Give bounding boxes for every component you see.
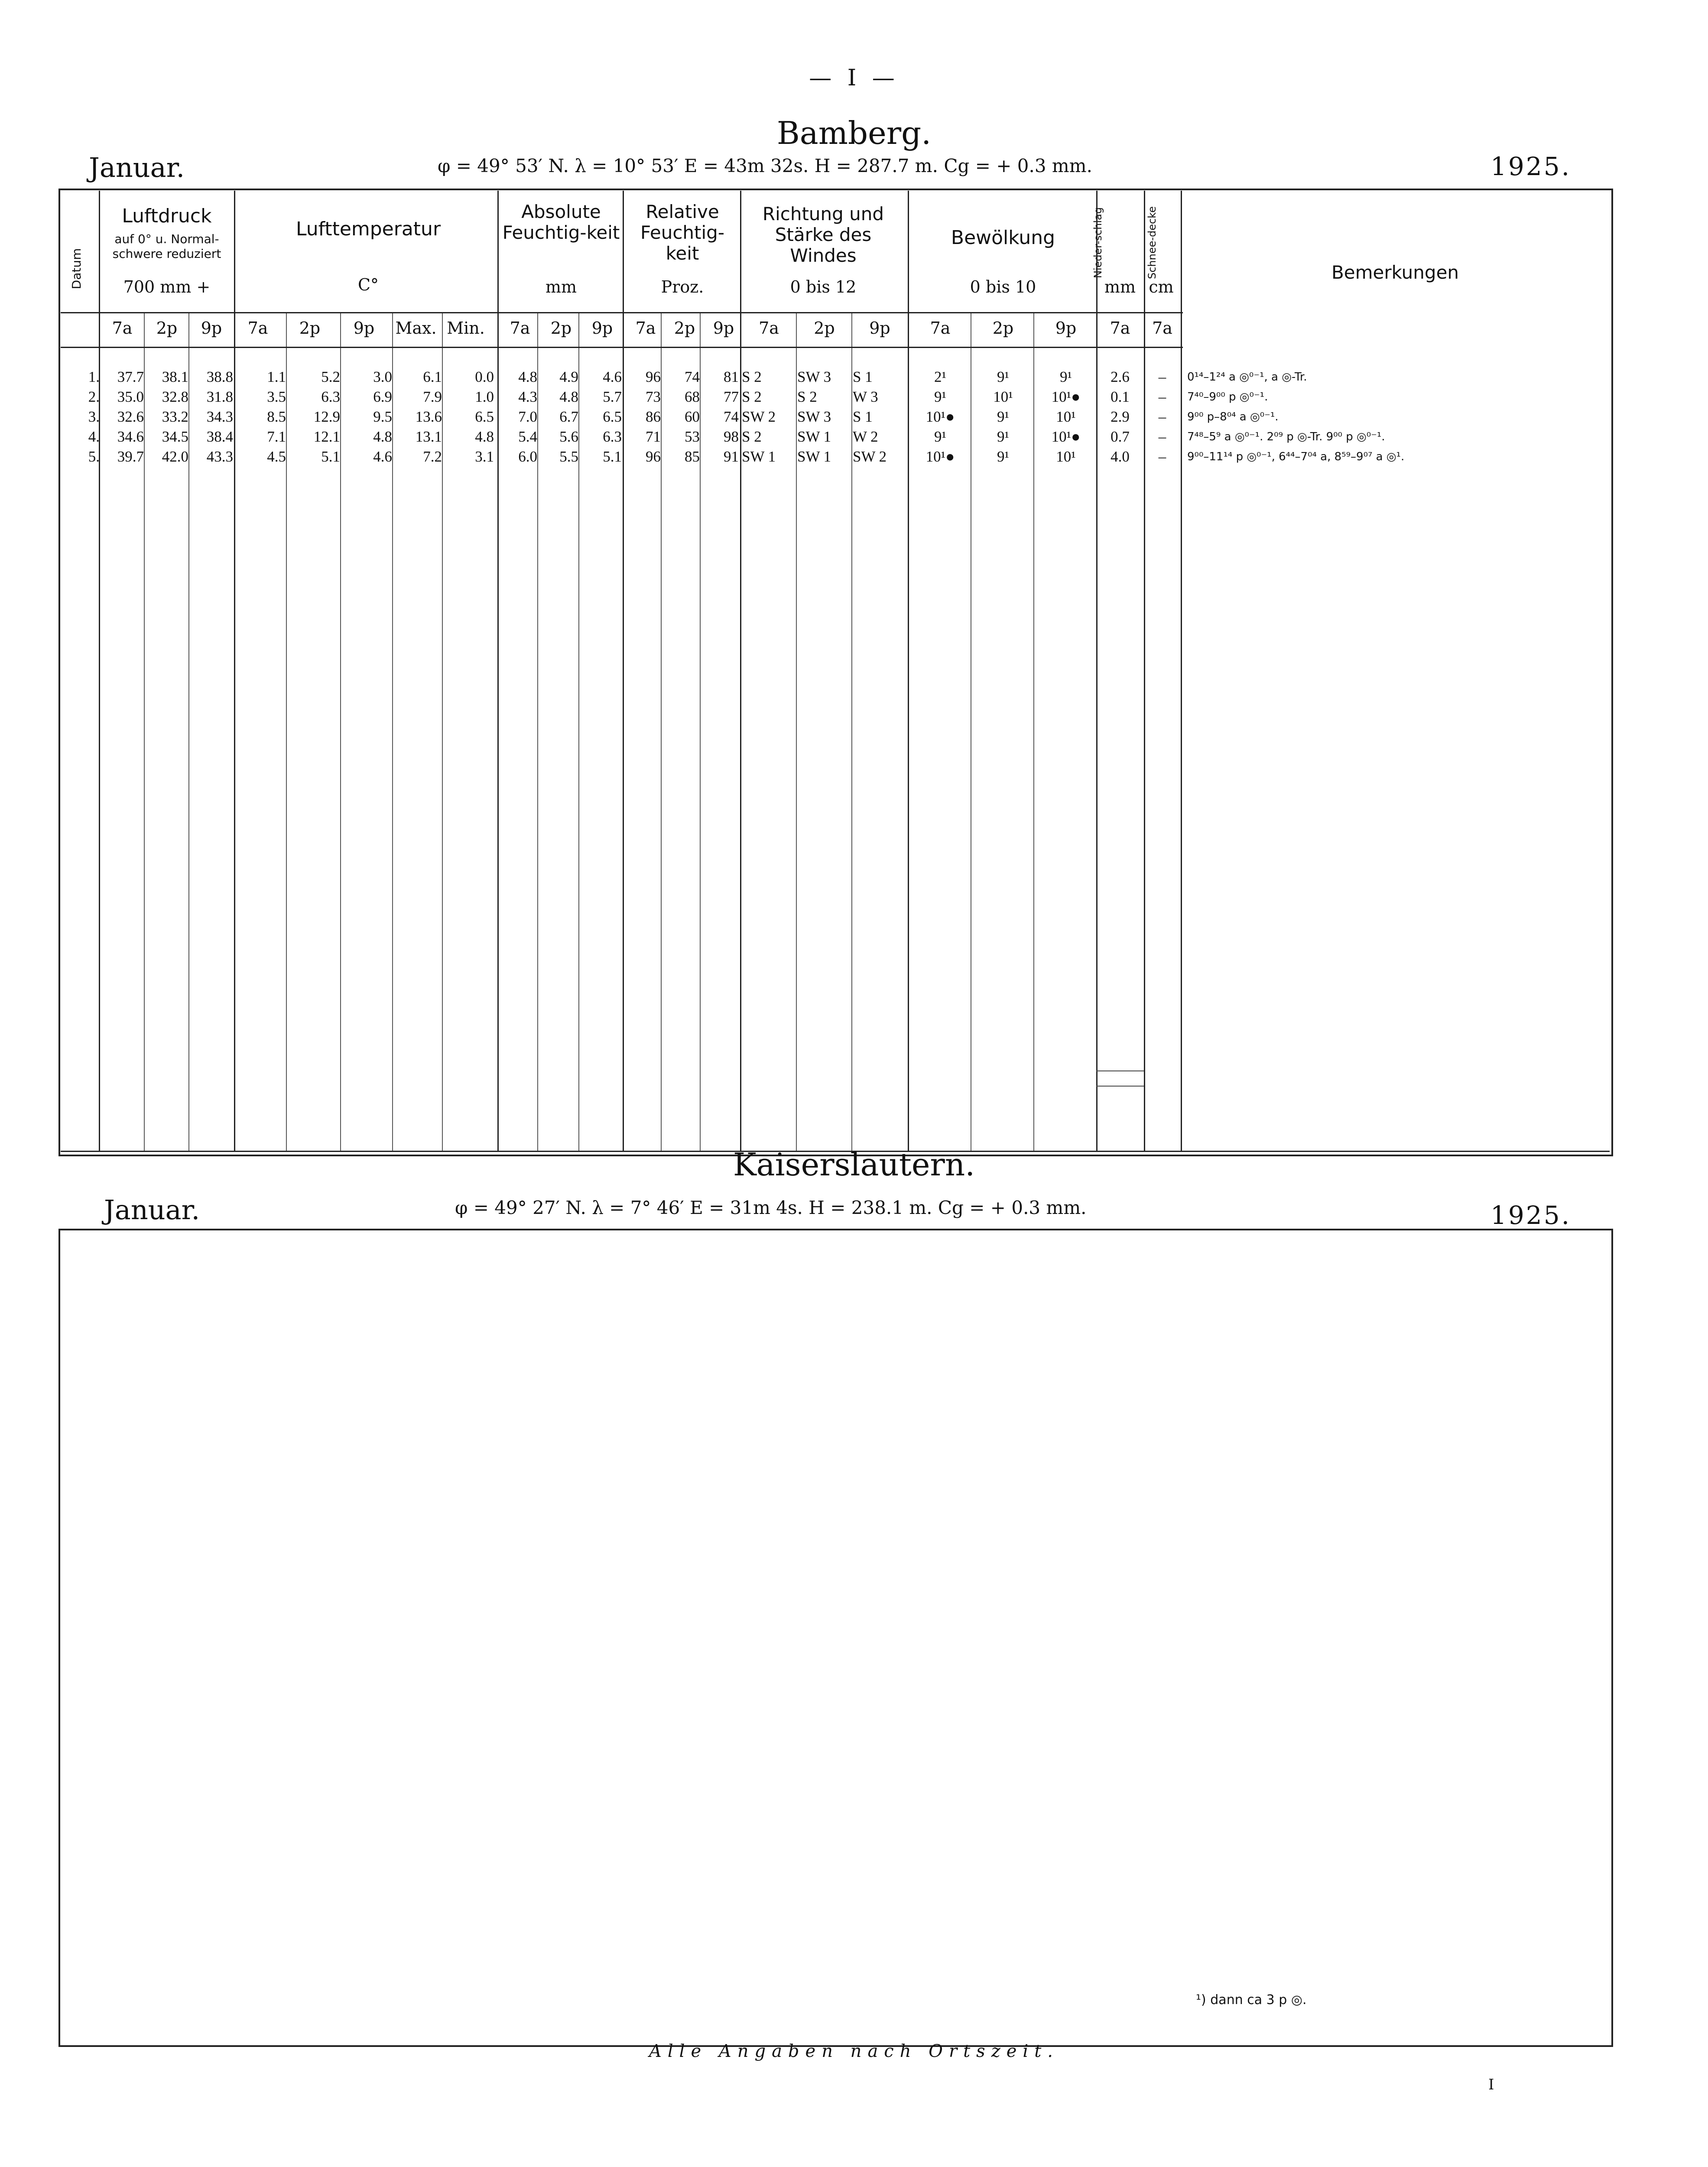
value-cell: 33.2 bbox=[162, 408, 188, 425]
subcolumn-divider bbox=[392, 312, 393, 1151]
value-cell: SW 2 bbox=[742, 408, 776, 425]
footer-note: Alle Angaben nach Ortszeit. bbox=[649, 2041, 1059, 2061]
table-frame-kaiserslautern bbox=[58, 1229, 1613, 2047]
remark-cell: 7⁴⁸–5⁹ a ◎⁰⁻¹. 2⁰⁹ p ◎-Tr. 9⁰⁰ p ◎⁰⁻¹. bbox=[1187, 430, 1385, 443]
value-cell: 3.5 bbox=[267, 388, 286, 405]
value-cell: 71 bbox=[646, 428, 661, 445]
value-cell: 4.6 bbox=[373, 448, 392, 465]
value-cell: 73 bbox=[646, 388, 661, 405]
value-cell: 6.5 bbox=[603, 408, 622, 425]
column-divider bbox=[1096, 191, 1098, 1151]
value-cell: 0.7 bbox=[1111, 428, 1130, 445]
subcolumn-divider bbox=[1033, 312, 1034, 1151]
subheader-time: 2p bbox=[992, 319, 1014, 338]
subheader-time: 7a bbox=[510, 319, 530, 338]
value-cell: 68 bbox=[685, 388, 700, 405]
value-cell: 1.0 bbox=[475, 388, 494, 405]
value-cell: 35.0 bbox=[117, 388, 144, 405]
page-end-mark: I bbox=[1488, 2076, 1494, 2093]
value-cell: 53 bbox=[685, 428, 700, 445]
value-cell: 9.5 bbox=[373, 408, 392, 425]
value-cell: 3.0 bbox=[373, 368, 392, 385]
value-cell: – bbox=[1158, 448, 1166, 465]
value-cell: SW 1 bbox=[797, 448, 831, 465]
month-label-kaiserslautern: Januar. bbox=[104, 1194, 200, 1226]
value-cell: 12.9 bbox=[313, 408, 340, 425]
header-bewoelkung-unit: 0 bis 10 bbox=[970, 277, 1036, 296]
value-cell: 6.0 bbox=[518, 448, 537, 465]
year-label-kaiserslautern: 1925. bbox=[1490, 1201, 1572, 1230]
subcolumn-divider bbox=[286, 312, 287, 1151]
value-cell: – bbox=[1158, 408, 1166, 425]
header-absolute-feuchtigkeit-unit: mm bbox=[545, 277, 577, 296]
value-cell: 96 bbox=[646, 368, 661, 385]
value-cell: 9¹ bbox=[997, 448, 1009, 465]
value-cell: 10¹● bbox=[925, 448, 955, 465]
header-luftdruck: Luftdruck bbox=[122, 205, 212, 227]
remark-cell: 7⁴⁰–9⁰⁰ p ◎⁰⁻¹. bbox=[1187, 390, 1268, 403]
value-cell: SW 1 bbox=[797, 428, 831, 445]
header-wind-unit: 0 bis 12 bbox=[790, 277, 857, 296]
value-cell: 5.5 bbox=[559, 448, 578, 465]
subheader-time: Max. bbox=[395, 319, 437, 338]
value-cell: 91 bbox=[724, 448, 739, 465]
subcolumn-divider bbox=[700, 312, 701, 1151]
value-cell: 5.2 bbox=[321, 368, 340, 385]
value-cell: 9¹ bbox=[997, 408, 1009, 425]
value-cell: 5.1 bbox=[321, 448, 340, 465]
header-lufttemperatur: Lufttemperatur bbox=[295, 218, 441, 240]
station-coordinates-bamberg: φ = 49° 53′ N. λ = 10° 53′ E = 43m 32s. H = 287.7 m. Cg = + 0.3 mm. bbox=[438, 155, 1092, 176]
value-cell: 7.2 bbox=[423, 448, 442, 465]
value-cell: W 3 bbox=[853, 388, 878, 405]
station-title-bamberg: Bamberg. bbox=[776, 115, 932, 151]
header-schneedecke: Schnee-decke bbox=[1146, 206, 1158, 280]
value-cell: 6.3 bbox=[321, 388, 340, 405]
value-cell: 7.9 bbox=[423, 388, 442, 405]
header-rule bbox=[61, 347, 1183, 348]
column-divider bbox=[1181, 191, 1182, 1151]
value-cell: 9¹ bbox=[997, 428, 1009, 445]
sum-rule bbox=[1096, 1086, 1144, 1087]
month-label-bamberg: Januar. bbox=[89, 152, 185, 183]
subheader-time: 2p bbox=[550, 319, 572, 338]
station-coordinates-kaiserslautern: φ = 49° 27′ N. λ = 7° 46′ E = 31m 4s. H = 238.1 m. Cg = + 0.3 mm. bbox=[455, 1197, 1087, 1218]
year-label-bamberg: 1925. bbox=[1490, 152, 1572, 181]
column-divider bbox=[623, 191, 624, 1151]
header-relative-feuchtigkeit: Relative Feuchtig-keit bbox=[640, 201, 724, 264]
value-cell: S 2 bbox=[742, 428, 762, 445]
value-cell: 6.5 bbox=[475, 408, 494, 425]
header-luftdruck-sub: auf 0° u. Normal-schwere reduziert bbox=[112, 232, 221, 261]
header-relative-feuchtigkeit-unit: Proz. bbox=[661, 277, 704, 296]
value-cell: 12.1 bbox=[313, 428, 340, 445]
value-cell: 10¹● bbox=[1051, 428, 1081, 445]
value-cell: 10¹ bbox=[1056, 408, 1076, 425]
column-divider bbox=[1144, 191, 1145, 1151]
value-cell: 38.4 bbox=[206, 428, 233, 445]
value-cell: SW 3 bbox=[797, 368, 831, 385]
header-datum: Datum bbox=[69, 248, 84, 290]
page-number: — I — bbox=[809, 65, 899, 91]
value-cell: 2¹ bbox=[934, 368, 946, 385]
value-cell: 6.3 bbox=[603, 428, 622, 445]
value-cell: 4.8 bbox=[559, 388, 578, 405]
column-divider bbox=[497, 191, 499, 1151]
value-cell: 9¹ bbox=[934, 388, 946, 405]
header-bemerkungen: Bemerkungen bbox=[1331, 262, 1459, 283]
value-cell: 32.6 bbox=[117, 408, 144, 425]
value-cell: SW 2 bbox=[853, 448, 887, 465]
value-cell: 3.1 bbox=[475, 448, 494, 465]
column-divider bbox=[908, 191, 909, 1151]
header-lufttemperatur-unit: C° bbox=[357, 275, 379, 294]
value-cell: 74 bbox=[685, 368, 700, 385]
subcolumn-divider bbox=[661, 312, 662, 1151]
value-cell: 34.3 bbox=[206, 408, 233, 425]
value-cell: – bbox=[1158, 388, 1166, 405]
value-cell: 10¹● bbox=[925, 408, 955, 425]
value-cell: 6.7 bbox=[559, 408, 578, 425]
subheader-time: 7a bbox=[930, 319, 951, 338]
subheader-time: 7a bbox=[1152, 319, 1172, 338]
subheader-time: 7a bbox=[1110, 319, 1130, 338]
value-cell: – bbox=[1158, 368, 1166, 385]
value-cell: 5.1 bbox=[603, 448, 622, 465]
value-cell: 7.1 bbox=[267, 428, 286, 445]
subheader-time: 9p bbox=[713, 319, 734, 338]
value-cell: 7.0 bbox=[518, 408, 537, 425]
value-cell: – bbox=[1158, 428, 1166, 445]
value-cell: 8.5 bbox=[267, 408, 286, 425]
value-cell: 32.8 bbox=[162, 388, 188, 405]
column-divider bbox=[99, 191, 100, 1151]
header-schneedecke-unit: cm bbox=[1149, 277, 1174, 296]
value-cell: 39.7 bbox=[117, 448, 144, 465]
value-cell: 34.6 bbox=[117, 428, 144, 445]
header-rule bbox=[61, 312, 1183, 313]
date-cell: 1. bbox=[88, 368, 100, 385]
value-cell: 6.1 bbox=[423, 368, 442, 385]
value-cell: S 1 bbox=[853, 408, 873, 425]
value-cell: 4.8 bbox=[373, 428, 392, 445]
value-cell: 9¹ bbox=[997, 368, 1009, 385]
column-divider bbox=[740, 191, 741, 1151]
value-cell: 5.6 bbox=[559, 428, 578, 445]
value-cell: 1.1 bbox=[267, 368, 286, 385]
subheader-time: 7a bbox=[635, 319, 656, 338]
subcolumn-divider bbox=[851, 312, 852, 1151]
subcolumn-divider bbox=[340, 312, 341, 1151]
subcolumn-divider bbox=[442, 312, 443, 1151]
value-cell: 77 bbox=[724, 388, 739, 405]
value-cell: 9¹ bbox=[1060, 368, 1072, 385]
subheader-time: 2p bbox=[299, 319, 321, 338]
subheader-time: 9p bbox=[1055, 319, 1077, 338]
value-cell: 2.6 bbox=[1111, 368, 1130, 385]
remark-cell: 0¹⁴–1²⁴ a ◎⁰⁻¹, a ◎-Tr. bbox=[1187, 371, 1307, 384]
value-cell: 10¹ bbox=[1056, 448, 1076, 465]
header-niederschlag: Nieder-schlag bbox=[1092, 207, 1104, 278]
value-cell: 4.6 bbox=[603, 368, 622, 385]
subheader-time: 7a bbox=[112, 319, 133, 338]
header-luftdruck-unit: 700 mm + bbox=[123, 277, 211, 296]
value-cell: 13.1 bbox=[415, 428, 442, 445]
value-cell: S 2 bbox=[797, 388, 817, 405]
subheader-time: 2p bbox=[156, 319, 178, 338]
value-cell: 0.0 bbox=[475, 368, 494, 385]
header-absolute-feuchtigkeit: Absolute Feuchtig-keit bbox=[502, 201, 620, 243]
value-cell: 13.6 bbox=[415, 408, 442, 425]
value-cell: 10¹● bbox=[1051, 388, 1081, 405]
value-cell: 10¹ bbox=[993, 388, 1013, 405]
subheader-time: 7a bbox=[247, 319, 268, 338]
header-wind: Richtung und Stärke des Windes bbox=[762, 203, 884, 266]
header-bewoelkung: Bewölkung bbox=[951, 227, 1055, 249]
value-cell: 6.9 bbox=[373, 388, 392, 405]
subcolumn-divider bbox=[537, 312, 538, 1151]
header-niederschlag-unit: mm bbox=[1104, 277, 1136, 296]
value-cell: 4.0 bbox=[1111, 448, 1130, 465]
station-title-kaiserslautern: Kaiserslautern. bbox=[733, 1146, 975, 1183]
remark-cell: 9⁰⁰–11¹⁴ p ◎⁰⁻¹, 6⁴⁴–7⁰⁴ a, 8⁵⁹–9⁰⁷ a ◎¹. bbox=[1187, 450, 1405, 463]
subheader-time: 9p bbox=[353, 319, 375, 338]
date-cell: 3. bbox=[88, 408, 100, 425]
footnote-kaiserslautern: ¹) dann ca 3 p ◎. bbox=[1196, 1992, 1307, 2008]
subcolumn-divider bbox=[796, 312, 797, 1151]
value-cell: 4.8 bbox=[518, 368, 537, 385]
value-cell: SW 1 bbox=[742, 448, 776, 465]
value-cell: 5.4 bbox=[518, 428, 537, 445]
date-cell: 4. bbox=[88, 428, 100, 445]
value-cell: 96 bbox=[646, 448, 661, 465]
remark-cell: 9⁰⁰ p–8⁰⁴ a ◎⁰⁻¹. bbox=[1187, 410, 1279, 423]
subheader-time: 2p bbox=[814, 319, 835, 338]
value-cell: 98 bbox=[724, 428, 739, 445]
value-cell: 60 bbox=[685, 408, 700, 425]
value-cell: S 2 bbox=[742, 368, 762, 385]
value-cell: 4.8 bbox=[475, 428, 494, 445]
subheader-time: 9p bbox=[201, 319, 222, 338]
subheader-time: 9p bbox=[869, 319, 890, 338]
date-cell: 2. bbox=[88, 388, 100, 405]
value-cell: S 1 bbox=[853, 368, 873, 385]
value-cell: 4.5 bbox=[267, 448, 286, 465]
subcolumn-divider bbox=[144, 312, 145, 1151]
value-cell: 2.9 bbox=[1111, 408, 1130, 425]
value-cell: 4.3 bbox=[518, 388, 537, 405]
value-cell: SW 3 bbox=[797, 408, 831, 425]
subheader-time: 2p bbox=[674, 319, 695, 338]
value-cell: 85 bbox=[685, 448, 700, 465]
subcolumn-divider bbox=[188, 312, 189, 1151]
subheader-time: Min. bbox=[447, 319, 485, 338]
date-cell: 5. bbox=[88, 448, 100, 465]
value-cell: 37.7 bbox=[117, 368, 144, 385]
value-cell: 9¹ bbox=[934, 428, 946, 445]
value-cell: 81 bbox=[724, 368, 739, 385]
value-cell: 31.8 bbox=[206, 388, 233, 405]
value-cell: W 2 bbox=[853, 428, 878, 445]
sum-rule bbox=[1096, 1070, 1144, 1071]
column-divider bbox=[234, 191, 235, 1151]
subcolumn-divider bbox=[578, 312, 579, 1151]
value-cell: 86 bbox=[646, 408, 661, 425]
value-cell: 38.8 bbox=[206, 368, 233, 385]
subheader-time: 7a bbox=[759, 319, 779, 338]
value-cell: 0.1 bbox=[1111, 388, 1130, 405]
value-cell: 74 bbox=[724, 408, 739, 425]
value-cell: 4.9 bbox=[559, 368, 578, 385]
value-cell: 34.5 bbox=[162, 428, 188, 445]
value-cell: 38.1 bbox=[162, 368, 188, 385]
subheader-time: 9p bbox=[591, 319, 613, 338]
value-cell: 43.3 bbox=[206, 448, 233, 465]
value-cell: 5.7 bbox=[603, 388, 622, 405]
value-cell: S 2 bbox=[742, 388, 762, 405]
value-cell: 42.0 bbox=[162, 448, 188, 465]
